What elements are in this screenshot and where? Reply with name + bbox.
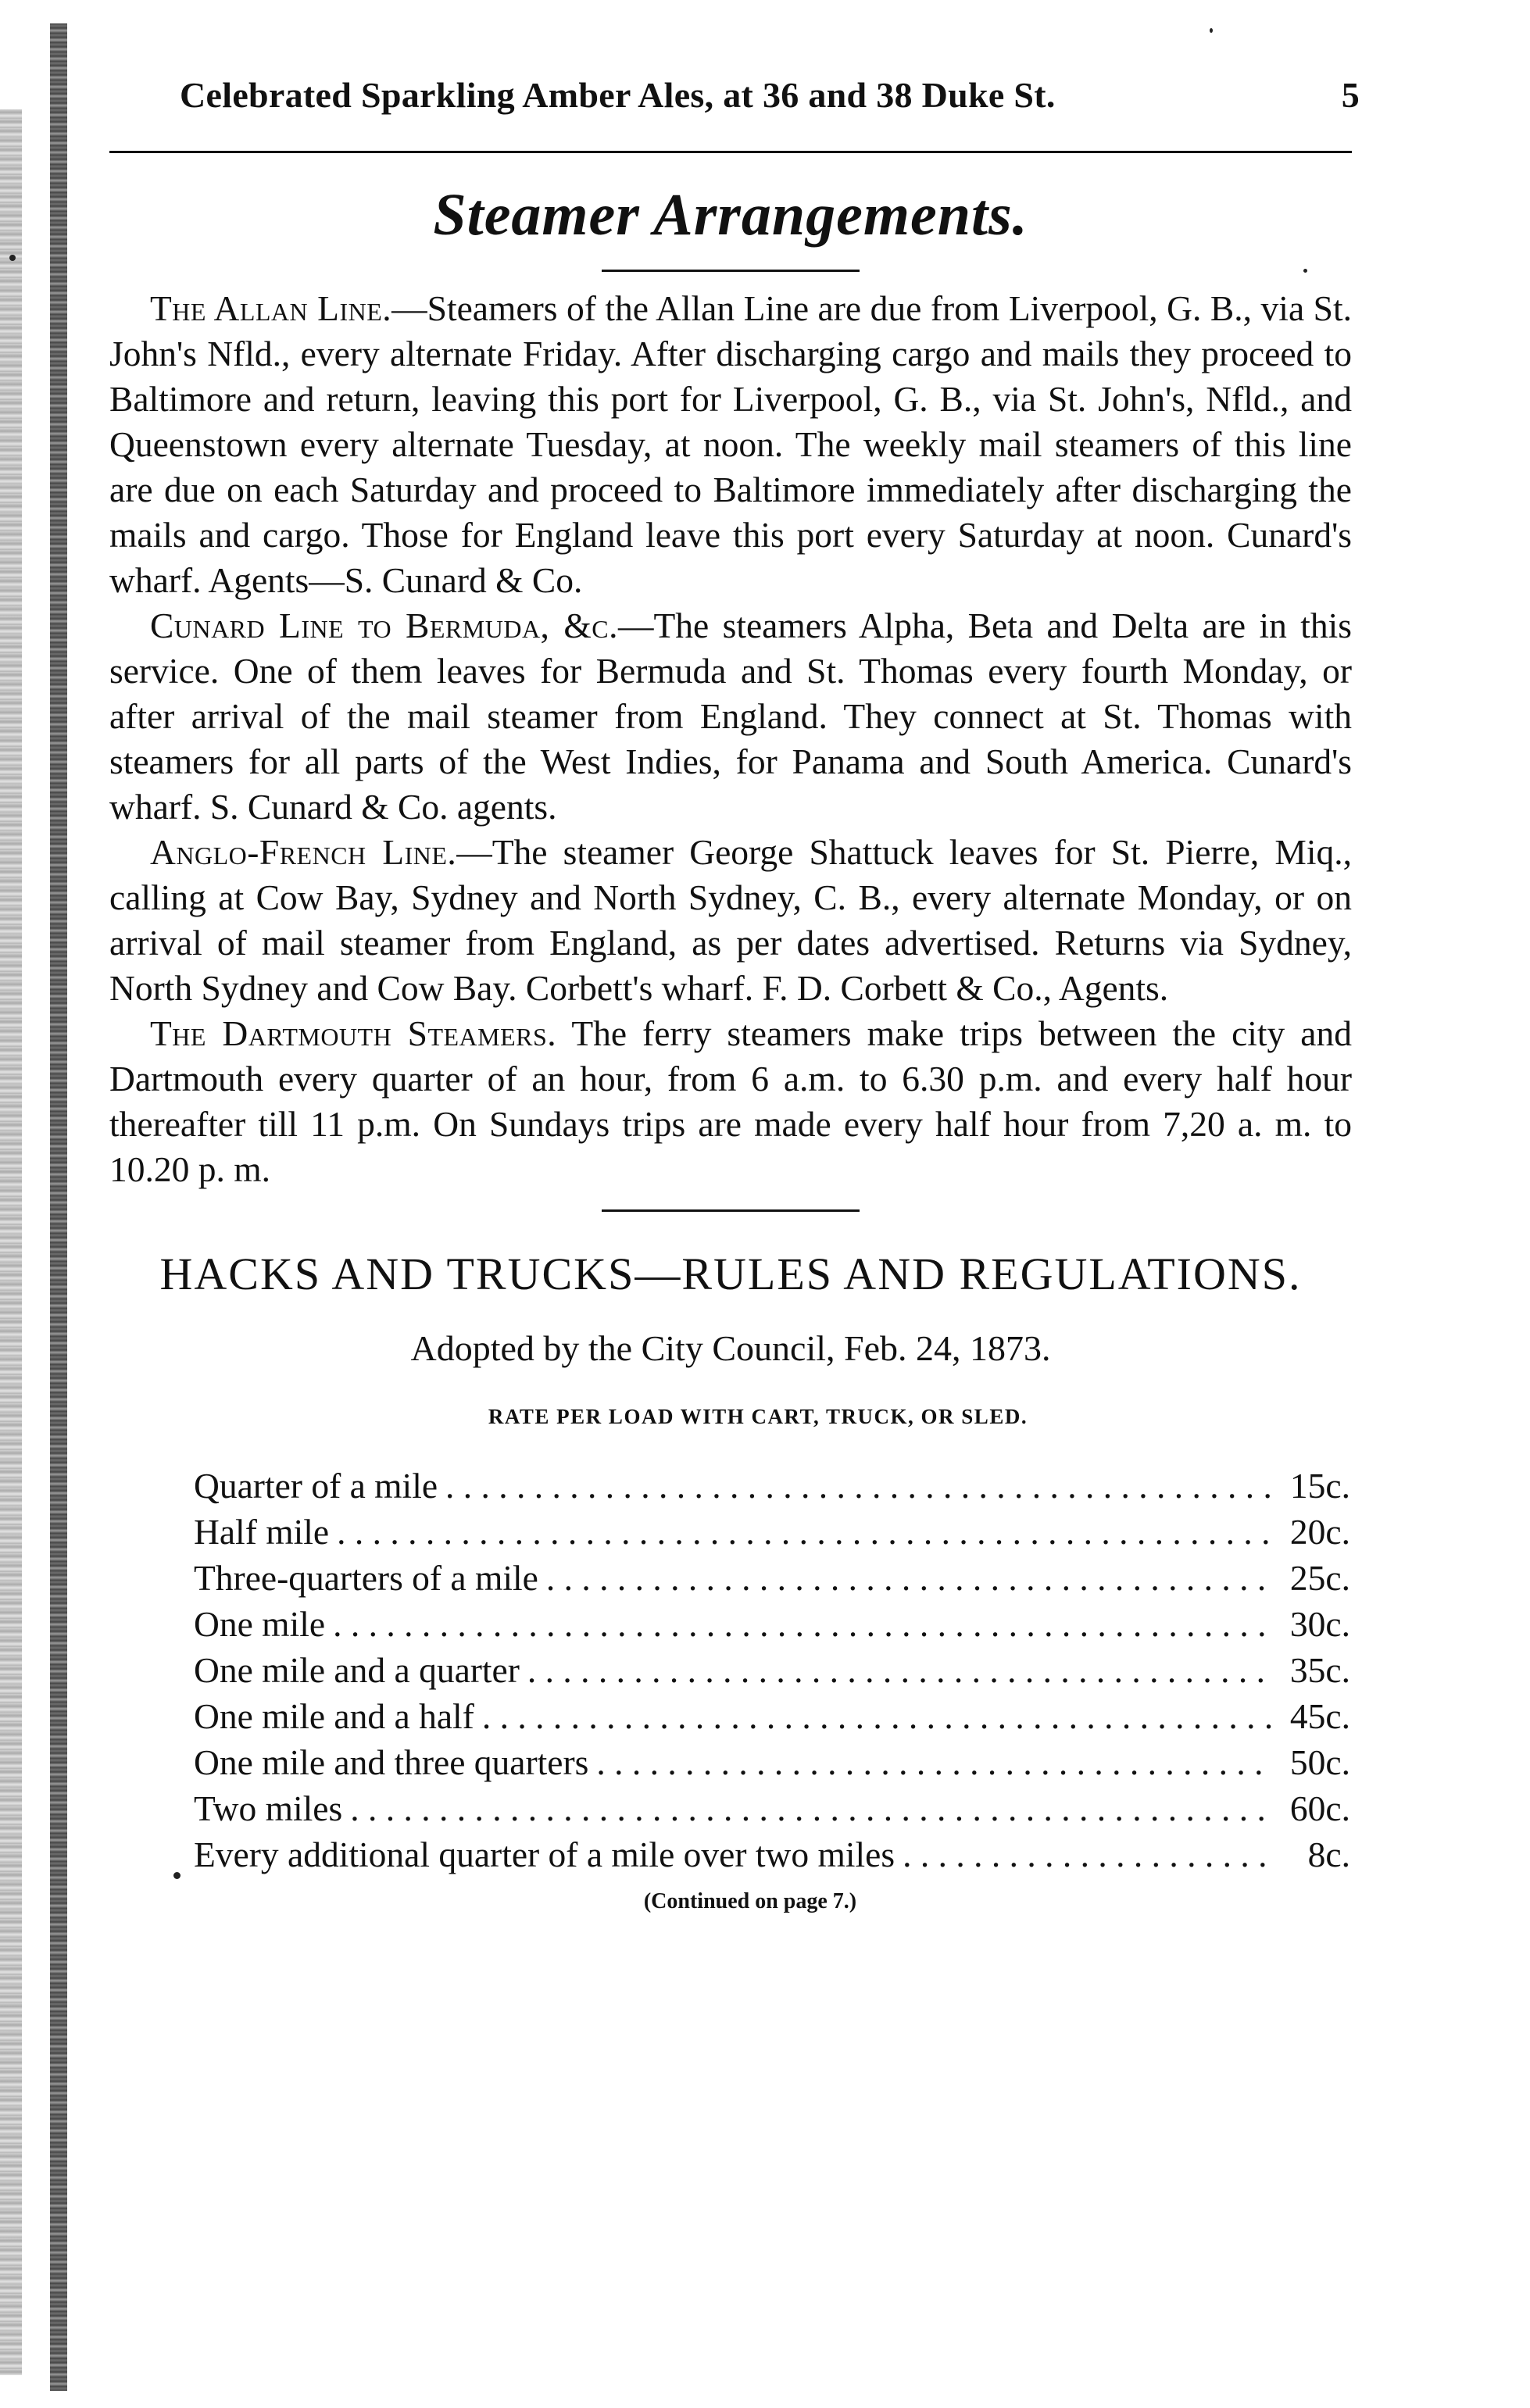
rate-distance: One mile and a quarter [194,1650,520,1690]
rate-price: 25c. [1289,1558,1350,1598]
page-number: 5 [1341,75,1360,115]
header-rule [109,151,1352,153]
rate-price: 8c. [1307,1835,1350,1874]
continued-note: (Continued on page 7.) [643,1889,857,1913]
adoption-note: Adopted by the City Council, Feb. 24, 1873. [410,1328,1051,1368]
dot-leader [903,1834,1272,1875]
page-binding-edge [50,23,67,2391]
rate-price: 20c. [1289,1512,1350,1552]
rate-distance: Quarter of a mile [194,1466,438,1506]
section-divider-rule [602,1209,860,1212]
rate-distance: One mile and a half [194,1696,474,1736]
rate-distance: Two miles [194,1788,343,1828]
page-binding-shadow [0,109,22,2375]
rate-distance: Half mile [194,1512,330,1552]
rate-distance: One mile [194,1604,326,1644]
dot-leader [337,1511,1272,1552]
steamer-section-body [109,286,1352,1192]
rate-distance: Every additional quarter of a mile over two miles [194,1835,895,1874]
rate-row [194,1511,1350,1557]
scan-speck [1303,269,1307,273]
rate-table-heading: RATE PER LOAD WITH CART, TRUCK, OR SLED. [488,1405,1028,1428]
rate-row [194,1649,1350,1695]
hacks-section-title: HACKS AND TRUCKS—RULES AND REGULATIONS. [159,1249,1302,1299]
rate-distance: One mile and three quarters [194,1742,589,1782]
paragraph-anglo-french-line [109,830,1352,1011]
steamer-section-title: Steamer Arrangements. [433,182,1028,248]
rate-price: 15c. [1289,1466,1350,1506]
rate-price: 30c. [1289,1604,1350,1644]
rate-row [194,1603,1350,1649]
rate-price: 35c. [1289,1650,1350,1690]
paragraph-lead: Cunard Line to Bermuda, &c. [150,606,618,645]
rate-row [194,1834,1350,1880]
rate-row [194,1788,1350,1834]
paragraph-cunard-line [109,603,1352,830]
running-head-text: Celebrated Sparkling Amber Ales, at 36 and 38 Duke St. [180,75,1056,115]
paragraph-text: —The steamers Alpha, Beta and Delta are in this service. One of them leaves for Bermuda and St. Thomas every fourth Monday, or after arrival of the mail steamer from England. They connect at St. Thomas with steamers for all parts of the West Indies, for Panama and South America. Cunard's wharf. S. Cunard & Co. agents. [109,606,1352,827]
rate-distance: Three-quarters of a mile [194,1558,538,1598]
dot-leader [333,1603,1272,1645]
title-rule [602,270,860,272]
dot-leader [527,1649,1272,1691]
paragraph-lead: The Allan Line. [150,288,392,328]
paragraph-dartmouth-steamers [109,1011,1352,1192]
rate-row [194,1695,1350,1742]
rate-row [194,1742,1350,1788]
running-head [109,74,1360,121]
rate-price: 50c. [1289,1742,1350,1782]
book-page [109,74,1360,1914]
dot-leader [445,1465,1272,1506]
dot-leader [546,1557,1272,1599]
paragraph-allan-line [109,286,1352,603]
dot-leader [596,1742,1272,1783]
scan-speck [9,255,16,261]
scan-speck [173,1872,181,1879]
paragraph-text: —Steamers of the Allan Line are due from Liverpool, G. B., via St. John's Nfld., every alternate Friday. After discharging cargo and mails they proceed to Baltimore and return, leaving this port for Liverpool, G. B., via St. John's, Nfld., and Queenstown every alternate Tuesday, at noon. The weekly mail steamers of this line are due on each Saturday and proceed to Baltimore immediately after discharging the mails and cargo. Those for England leave this port every Saturday at noon. Cunard's wharf. Agents—S. Cunard & Co. [109,288,1352,600]
paragraph-text: —The steamer George Shattuck leaves for St. Pierre, Miq., calling at Cow Bay, Sydney and North Sydney, C. B., every alternate Monday, or on arrival of mail steamer from England, as per dates advertised. Returns via Sydney, North Sydney and Cow Bay. Corbett's wharf. F. D. Corbett & Co., Agents. [109,832,1353,1008]
rate-row [194,1557,1350,1603]
dot-leader [482,1695,1272,1737]
dot-leader [350,1788,1272,1829]
rate-price: 60c. [1289,1788,1350,1828]
rate-price: 45c. [1289,1696,1350,1736]
paragraph-lead: The Dartmouth Steamers. [150,1013,557,1053]
rate-table [194,1465,1350,1880]
paragraph-lead: Anglo-French Line. [150,832,457,872]
paragraph-text: The ferry steamers make trips between the city and Dartmouth every quarter of an hour, from 6 a.m. to 6.30 p.m. and every half hour thereafter till 11 p.m. On Sundays trips are made every half hour from 7,20 a. m. to 10.20 p. m. [109,1013,1352,1189]
scan-speck [1210,28,1213,33]
rate-row [194,1465,1350,1511]
